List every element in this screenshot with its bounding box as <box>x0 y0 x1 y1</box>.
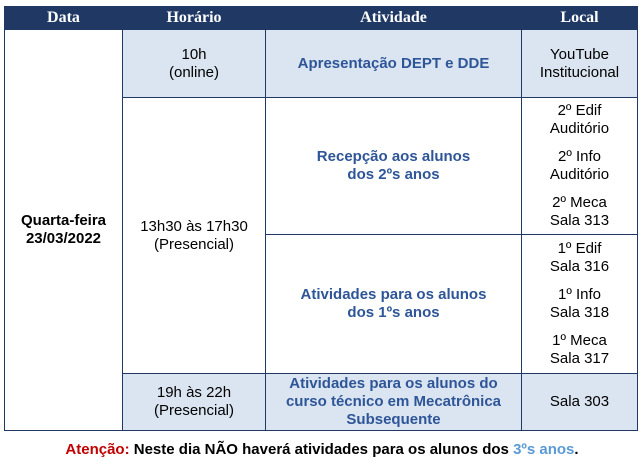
location-group <box>526 332 633 368</box>
activity-text: dos 1ºs anos <box>347 304 440 321</box>
location-text: Sala 318 <box>549 304 610 321</box>
location-text: 2º Meca <box>552 194 607 211</box>
location-text: 1º Info <box>557 286 601 303</box>
location-group <box>526 194 633 230</box>
header-row <box>5 7 638 30</box>
time-cell <box>123 30 266 98</box>
location-text: 1º Meca <box>552 332 607 349</box>
date-value: 23/03/2022 <box>25 230 102 247</box>
location-group <box>526 46 633 82</box>
activity-text: Apresentação DEPT e DDE <box>297 54 490 72</box>
activity-cell <box>266 30 522 98</box>
location-group <box>526 102 633 138</box>
time-text: 19h às 22h <box>156 384 232 401</box>
location-text: 1º Edif <box>557 240 602 257</box>
schedule-table <box>4 6 638 431</box>
location-text: Sala 317 <box>549 350 610 367</box>
location-text: YouTube <box>550 45 609 63</box>
location-text: 2º Info <box>557 148 601 165</box>
activity-text: dos 2ºs anos <box>347 166 440 183</box>
header-atividade: Atividade <box>266 7 522 30</box>
activity-cell <box>266 374 522 431</box>
time-cell <box>123 98 266 374</box>
location-cell <box>522 30 638 98</box>
activity-text: Atividades para os alunos <box>300 286 487 303</box>
location-group <box>526 286 633 322</box>
header-horario: Horário <box>123 7 266 30</box>
location-text: Sala 313 <box>549 212 610 229</box>
location-group <box>526 393 633 411</box>
time-text: 10h <box>181 45 207 63</box>
date-cell <box>5 30 123 431</box>
time-mode: (Presencial) <box>153 402 235 419</box>
table-row <box>5 30 638 98</box>
date-weekday: Quarta-feira <box>20 212 107 229</box>
activity-text: Recepção aos alunos <box>316 148 471 165</box>
activity-cell <box>266 98 522 235</box>
location-text: Sala 316 <box>549 258 610 275</box>
activity-text: Atividades para os alunos do <box>289 375 498 392</box>
location-text: Sala 303 <box>549 393 610 410</box>
note-prefix: Atenção: <box>65 441 130 458</box>
location-text: Institucional <box>539 63 620 81</box>
time-mode: (online) <box>168 63 220 81</box>
location-cell <box>522 235 638 374</box>
location-group <box>526 240 633 276</box>
time-cell <box>123 374 266 431</box>
location-text: Auditório <box>549 120 610 137</box>
header-local: Local <box>522 7 638 30</box>
note-text: Neste dia NÃO haverá atividades para os alunos dos <box>129 441 514 458</box>
header-data: Data <box>5 7 123 30</box>
note-highlight: 3ºs anos <box>513 441 575 458</box>
activity-text: curso técnico em Mecatrônica <box>285 393 502 410</box>
activity-text: Subsequente <box>346 411 441 428</box>
location-cell <box>522 98 638 235</box>
time-text: 13h30 às 17h30 <box>140 217 248 235</box>
note-suffix: . <box>574 441 579 458</box>
location-cell <box>522 374 638 431</box>
location-text: Auditório <box>549 166 610 183</box>
location-text: 2º Edif <box>557 102 602 119</box>
location-group <box>526 148 633 184</box>
time-mode: (Presencial) <box>153 235 235 253</box>
attention-note <box>0 441 644 459</box>
activity-cell <box>266 235 522 374</box>
